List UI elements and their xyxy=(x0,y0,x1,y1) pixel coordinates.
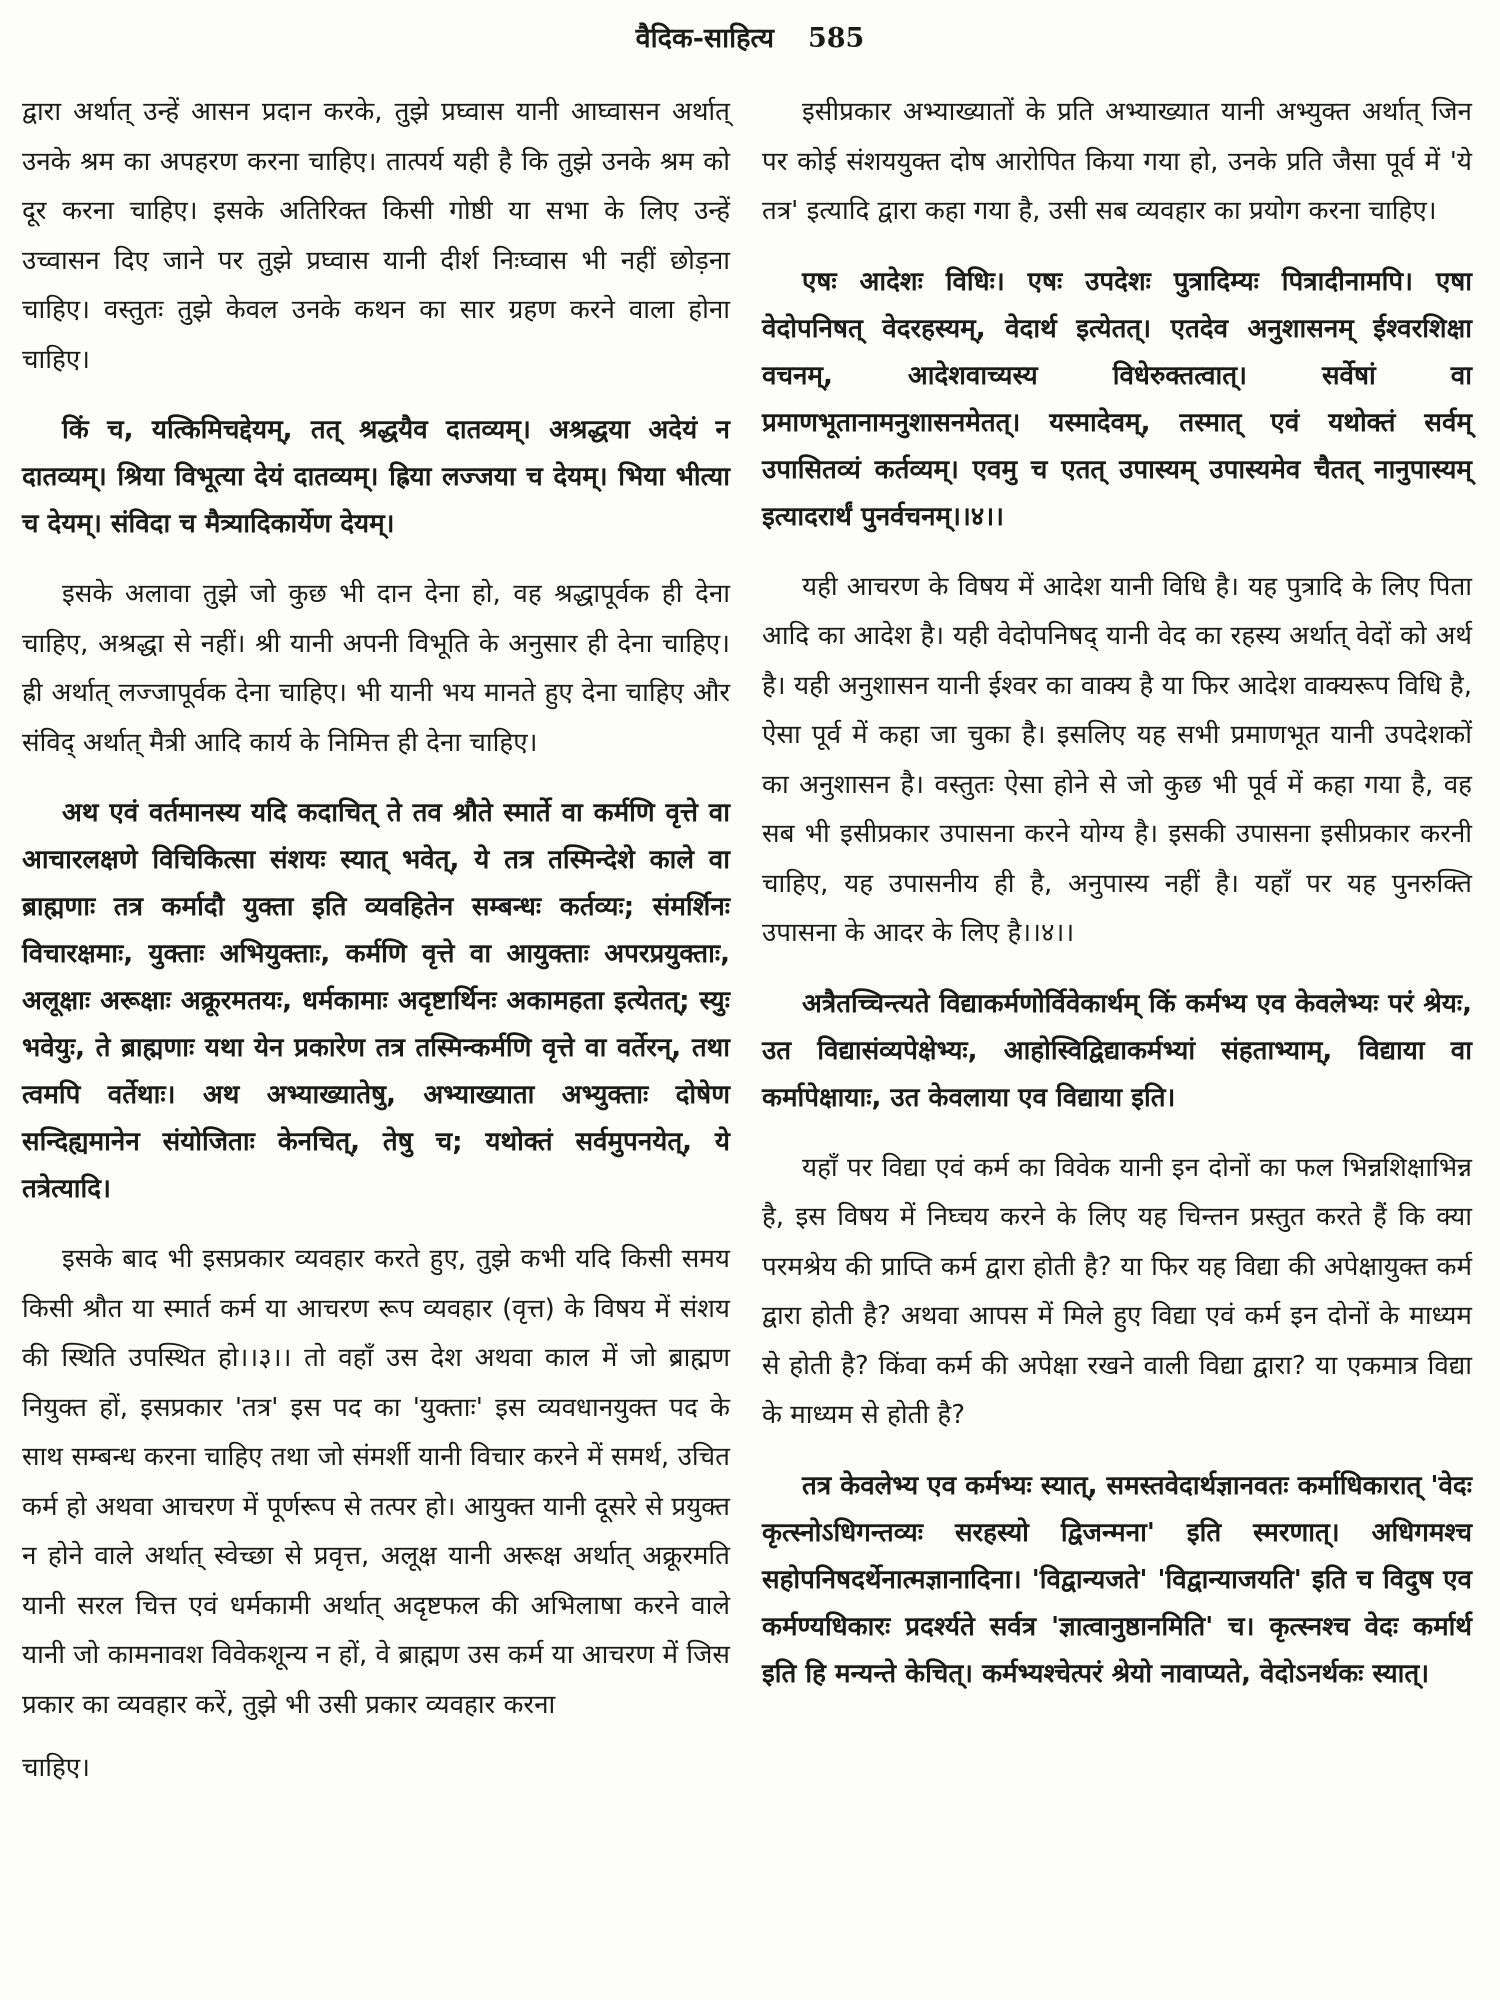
sanskrit-verse: एषः आदेशः विधिः। एषः उपदेशः पुत्रादिम्यः पित्रादीनामपि। एषा वेदोपनिषत् वेदरहस्यम्, वेदार्थ इत्येतत्। एतदेव अनुशासनम् ईश्वरशिक्षा वचनम्, आदेशवाच्यस्य विधेरुक्तत्वात्। सर्वेषां वा प्रमाणभूतानामनुशासनमेतत्। यस्मादेवम्, तस्मात् एवं यथोक्तं सर्वम् उपासितव्यं कर्तव्यम्। एवमु च एतत् उपास्यम् उपास्यमेव चैतत् नानुपास्यम् इत्यादरार्थं पुनर्वचनम्।।४।। xyxy=(762,266,1472,532)
sanskrit-verse: अत्रैतच्चिन्त्यते विद्याकर्मणोर्विवेकार्थम् किं कर्मभ्य एव केवलेभ्यः परं श्रेयः, उत विद्यासंव्यपेक्षेभ्यः, आहोस्विद्विद्याकर्मभ्यां संहताभ्याम्, विद्याया वा कर्मापेक्षायाः, उत केवलाया एव विद्याया इति। xyxy=(762,988,1472,1113)
hindi-paragraph: इसके बाद भी इसप्रकार व्यवहार करते हुए, तुझे कभी यदि किसी समय किसी श्रौत या स्मार्त कर्म या आचरण रूप व्यवहार (वृत्त) के विषय में संशय की स्थिति उपस्थित हो।।३।। तो वहाँ उस देश अथवा काल में जो ब्राह्मण नियुक्त हों, इसप्रकार 'तत्र' इस पद का 'युक्ताः' इस व्यवधानयुक्त पद के साथ सम्बन्ध करना चाहिए तथा जो संमर्शी यानी विचार करने में समर्थ, उचित कर्म हो अथवा आचरण में पूर्णरूप से तत्पर हो। आयुक्त यानी दूसरे से प्रयुक्त न होने वाले अर्थात् स्वेच्छा से प्रवृत्त, अलूक्ष यानी अरूक्ष अर्थात् अक्रूरमति यानी सरल चित्त एवं धर्मकामी अर्थात् अदृष्टफल की अभिलाषा करने वाले यानी जो कामनावश विवेकशून्य न हों, वे ब्राह्मण उस कर्म या आचरण में जिस प्रकार का व्यवहार करें, तुझे भी उसी प्रकार व्यवहार करना xyxy=(22,1244,730,1720)
hindi-paragraph: इसीप्रकार अभ्याख्यातों के प्रति अभ्याख्यात यानी अभ्युक्त अर्थात् जिन पर कोई संशययुक्त दोष आरोपित किया गया हो, उनके प्रति जैसा पूर्व में 'ये तत्र' इत्यादि द्वारा कहा गया है, उसी सब व्यवहार का प्रयोग करना चाहिए। xyxy=(762,97,1472,226)
sanskrit-verse: किं च, यत्किमिचद्देयम्, तत् श्रद्धयैव दातव्यम्। अश्रद्धया अदेयं न दातव्यम्। श्रिया विभूत्या देयं दातव्यम्। ह्रिया लज्जया च देयम्। भिया भीत्या च देयम्। संविदा च मैत्र्यादिकार्येण देयम्। xyxy=(22,415,730,539)
sanskrit-verse: अथ एवं वर्तमानस्य यदि कदाचित् ते तव श्रौते स्मार्ते वा कर्मणि वृत्ते वा आचारलक्षणे विचिकित्सा संशयः स्यात् भवेत्, ये तत्र तस्मिन्देशे काले वा ब्राह्मणाः तत्र कर्मादौ युक्ता इति व्यवहितेन सम्बन्धः कर्तव्यः; संमर्शिनः विचारक्षमाः, युक्ताः अभियुक्ताः, कर्मणि वृत्ते वा आयुक्ताः अपरप्रयुक्ताः, अलूक्षाः अरूक्षाः अक्रूरमतयः, धर्मकामाः अदृष्टार्थिनः अकामहता इत्येतत्; स्युः भवेयुः, ते ब्राह्मणाः यथा येन प्रकारेण तत्र तस्मिन्कर्मणि वृत्ते वा वर्तेरन्, तथा त्वमपि वर्तेथाः। अथ अभ्याख्यातेषु, अभ्याख्याता अभ्युक्ताः दोषेण सन्दिह्यमानेन संयोजिताः केनचित्, तेषु च; यथोक्तं सर्वमुपनयेत्, ये तत्रेत्यादि। xyxy=(22,798,730,1204)
hindi-paragraph-tail: चाहिए। xyxy=(22,1753,91,1783)
hindi-paragraph: द्वारा अर्थात् उन्हें आसन प्रदान करके, तुझे प्रघ्वास यानी आघ्वासन अर्थात् उनके श्रम का अपहरण करना चाहिए। तात्पर्य यही है कि तुझे उनके श्रम को दूर करना चाहिए। इसके अतिरिक्त किसी गोष्ठी या सभा के लिए उन्हें उच्वासन दिए जाने पर तुझे प्रघ्वास यानी दीर्श निःघ्वास भी नहीं छोड़ना चाहिए। वस्तुतः तुझे केवल उनके कथन का सार ग्रहण करने वाला होना चाहिए। xyxy=(22,97,730,375)
right-column xyxy=(762,88,1472,1720)
page-number: 585 xyxy=(807,23,865,54)
hindi-paragraph: इसके अलावा तुझे जो कुछ भी दान देना हो, वह श्रद्धापूर्वक ही देना चाहिए, अश्रद्धा से नहीं। श्री यानी अपनी विभूति के अनुसार ही देना चाहिए। ह्री अर्थात् लज्जापूर्वक देना चाहिए। भी यानी भय मानते हुए देना चाहिए और संविद् अर्थात् मैत्री आदि कार्य के निमित्त ही देना चाहिए। xyxy=(22,579,730,758)
sanskrit-verse: तत्र केवलेभ्य एव कर्मभ्यः स्यात्, समस्तवेदार्थज्ञानवतः कर्माधिकारात् 'वेदः कृत्स्नोऽधिगन्तव्यः सरहस्यो द्विजन्मना' इति स्मरणात्। अधिगमश्च सहोपनिषदर्थेनात्मज्ञानादिना। 'विद्वान्यजते' 'विद्वान्याजयति' इति च विदुष एव कर्मण्यधिकारः प्रदर्श्यते सर्वत्र 'ज्ञात्वानुष्ठानमिति' च। कृत्स्नश्च वेदः कर्मार्थ इति हि मन्यन्ते केचित्। कर्मभ्यश्चेत्परं श्रेयो नावाप्यते, वेदोऽनर्थकः स्यात्। xyxy=(762,1470,1472,1689)
hindi-paragraph: यही आचरण के विषय में आदेश यानी विधि है। यह पुत्रादि के लिए पिता आदि का आदेश है। यही वेदोपनिषद् यानी वेद का रहस्य अर्थात् वेदों को अर्थ है। यही अनुशासन यानी ईश्वर का वाक्य है या फिर आदेश वाक्यरूप विधि है, ऐसा पूर्व में कहा जा चुका है। इसलिए यह सभी प्रमाणभूत यानी उपदेशकों का अनुशासन है। वस्तुतः ऐसा होने से जो कुछ भी पूर्व में कहा गया है, वह सब भी इसीप्रकार उपासना करने योग्य है। इसकी उपासना इसीप्रकार करनी चाहिए, यह उपासनीय ही है, अनुपास्य नहीं है। यहाँ पर यह पुनरुक्ति उपासना के आदर के लिए है।।४।। xyxy=(762,571,1472,948)
left-column xyxy=(22,88,730,1808)
running-header xyxy=(0,18,1500,55)
header-title: वैदिक-साहित्य xyxy=(635,23,774,54)
hindi-paragraph: यहाँ पर विद्या एवं कर्म का विवेक यानी इन दोनों का फल भिन्नशिक्षाभिन्न है, इस विषय में निघ्चय करने के लिए यह चिन्तन प्रस्तुत करते हैं कि क्या परमश्रेय की प्राप्ति कर्म द्वारा होती है? या फिर यह विद्या की अपेक्षायुक्त कर्म द्वारा होती है? अथवा आपस में मिले हुए विद्या एवं कर्म इन दोनों के माध्यम से होती है? किंवा कर्म की अपेक्षा रखने वाली विद्या द्वारा? या एकमात्र विद्या के माध्यम से होती है? xyxy=(762,1152,1472,1430)
